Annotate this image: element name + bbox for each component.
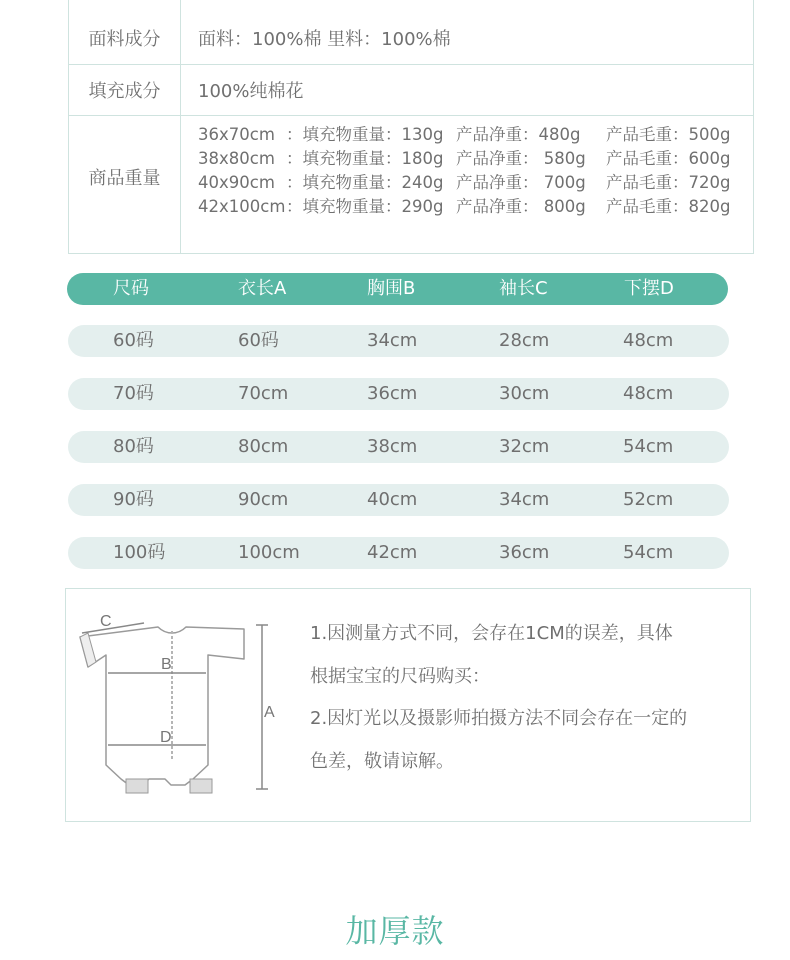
weight-line	[198, 171, 730, 195]
fabric-row	[69, 12, 753, 65]
filling-label: 填充成分	[88, 81, 161, 102]
label-c: C	[100, 613, 112, 630]
size-row	[68, 484, 729, 516]
weight-fill: ：填充物重量：240g	[286, 173, 444, 192]
label-a: A	[264, 704, 275, 721]
measurement-notes-box	[65, 588, 751, 822]
weight-line	[198, 123, 730, 147]
left-leg-cuff	[126, 779, 148, 793]
chest-cell: 36cm	[367, 383, 418, 404]
weight-fill: ：填充物重量：180g	[286, 149, 444, 168]
sleeve-cell: 28cm	[499, 330, 550, 351]
chest-cell: 34cm	[367, 330, 418, 351]
right-leg-cuff	[190, 779, 212, 793]
length-cell: 60码	[238, 330, 279, 351]
sleeve-cell: 32cm	[499, 436, 550, 457]
sleeve-cell: 34cm	[499, 489, 550, 510]
hem-cell: 54cm	[623, 436, 674, 457]
length-cell: 90cm	[238, 489, 289, 510]
label-d: D	[160, 729, 172, 746]
header-hem: 下摆D	[624, 278, 674, 299]
size-row	[68, 431, 729, 463]
fabric-value: 面料：100%棉 里料：100%棉	[198, 29, 451, 50]
chest-cell: 40cm	[367, 489, 418, 510]
weight-line	[198, 147, 730, 171]
note-line-2: 根据宝宝的尺码购买：	[310, 665, 490, 687]
weight-fill: ：填充物重量：130g	[286, 125, 444, 144]
header-sleeve: 袖长C	[499, 278, 548, 299]
size-row	[68, 378, 729, 410]
size-cell: 90码	[113, 489, 154, 510]
size-row	[68, 537, 729, 569]
weight-net: 产品净重： 800g	[456, 197, 586, 216]
note-line-4: 色差，敬请谅解。	[310, 750, 454, 772]
section-title: 加厚款	[345, 912, 445, 950]
hem-cell: 54cm	[623, 542, 674, 563]
size-chart-header	[67, 273, 728, 305]
weight-net: 产品净重： 580g	[456, 149, 586, 168]
length-cell: 70cm	[238, 383, 289, 404]
weight-gross: 产品毛重：600g	[606, 149, 731, 168]
weight-list	[198, 123, 730, 219]
fabric-label: 面料成分	[88, 29, 161, 50]
sleeve-cell: 36cm	[499, 542, 550, 563]
weight-gross: 产品毛重：820g	[606, 197, 731, 216]
size-cell: 70码	[113, 383, 154, 404]
weight-gross: 产品毛重：720g	[606, 173, 731, 192]
length-cell: 100cm	[238, 542, 300, 563]
sleep-sack-diagram	[66, 589, 296, 821]
sleeve-cell: 30cm	[499, 383, 550, 404]
hem-cell: 48cm	[623, 330, 674, 351]
weight-label: 商品重量	[88, 168, 161, 189]
note-line-1: 1.因测量方式不同，会存在1CM的误差，具体	[310, 623, 673, 644]
label-b: B	[161, 656, 172, 673]
weight-row	[69, 116, 753, 254]
weight-net: 产品净重：480g	[456, 125, 581, 144]
weight-fill: ：填充物重量：290g	[286, 197, 444, 216]
weight-size: 42x100cm	[198, 197, 286, 216]
chest-cell: 42cm	[367, 542, 418, 563]
weight-size: 40x90cm	[198, 173, 275, 192]
material-table	[68, 0, 754, 254]
measurement-notes	[310, 613, 740, 783]
weight-line	[198, 195, 730, 219]
size-row	[68, 325, 729, 357]
length-cell: 80cm	[238, 436, 289, 457]
note-line-3: 2.因灯光以及摄影师拍摄方法不同会存在一定的	[310, 708, 688, 729]
header-length: 衣长A	[238, 278, 287, 299]
filling-value: 100%纯棉花	[198, 81, 304, 102]
chest-cell: 38cm	[367, 436, 418, 457]
size-cell: 60码	[113, 330, 154, 351]
size-cell: 100码	[113, 542, 166, 563]
header-size: 尺码	[113, 278, 149, 299]
header-chest: 胸围B	[367, 278, 416, 299]
hem-cell: 48cm	[623, 383, 674, 404]
weight-gross: 产品毛重：500g	[606, 125, 731, 144]
size-cell: 80码	[113, 436, 154, 457]
weight-net: 产品净重： 700g	[456, 173, 586, 192]
filling-row	[69, 65, 753, 116]
garment-outline	[80, 627, 244, 785]
weight-size: 38x80cm	[198, 149, 275, 168]
hem-cell: 52cm	[623, 489, 674, 510]
weight-size: 36x70cm	[198, 125, 275, 144]
